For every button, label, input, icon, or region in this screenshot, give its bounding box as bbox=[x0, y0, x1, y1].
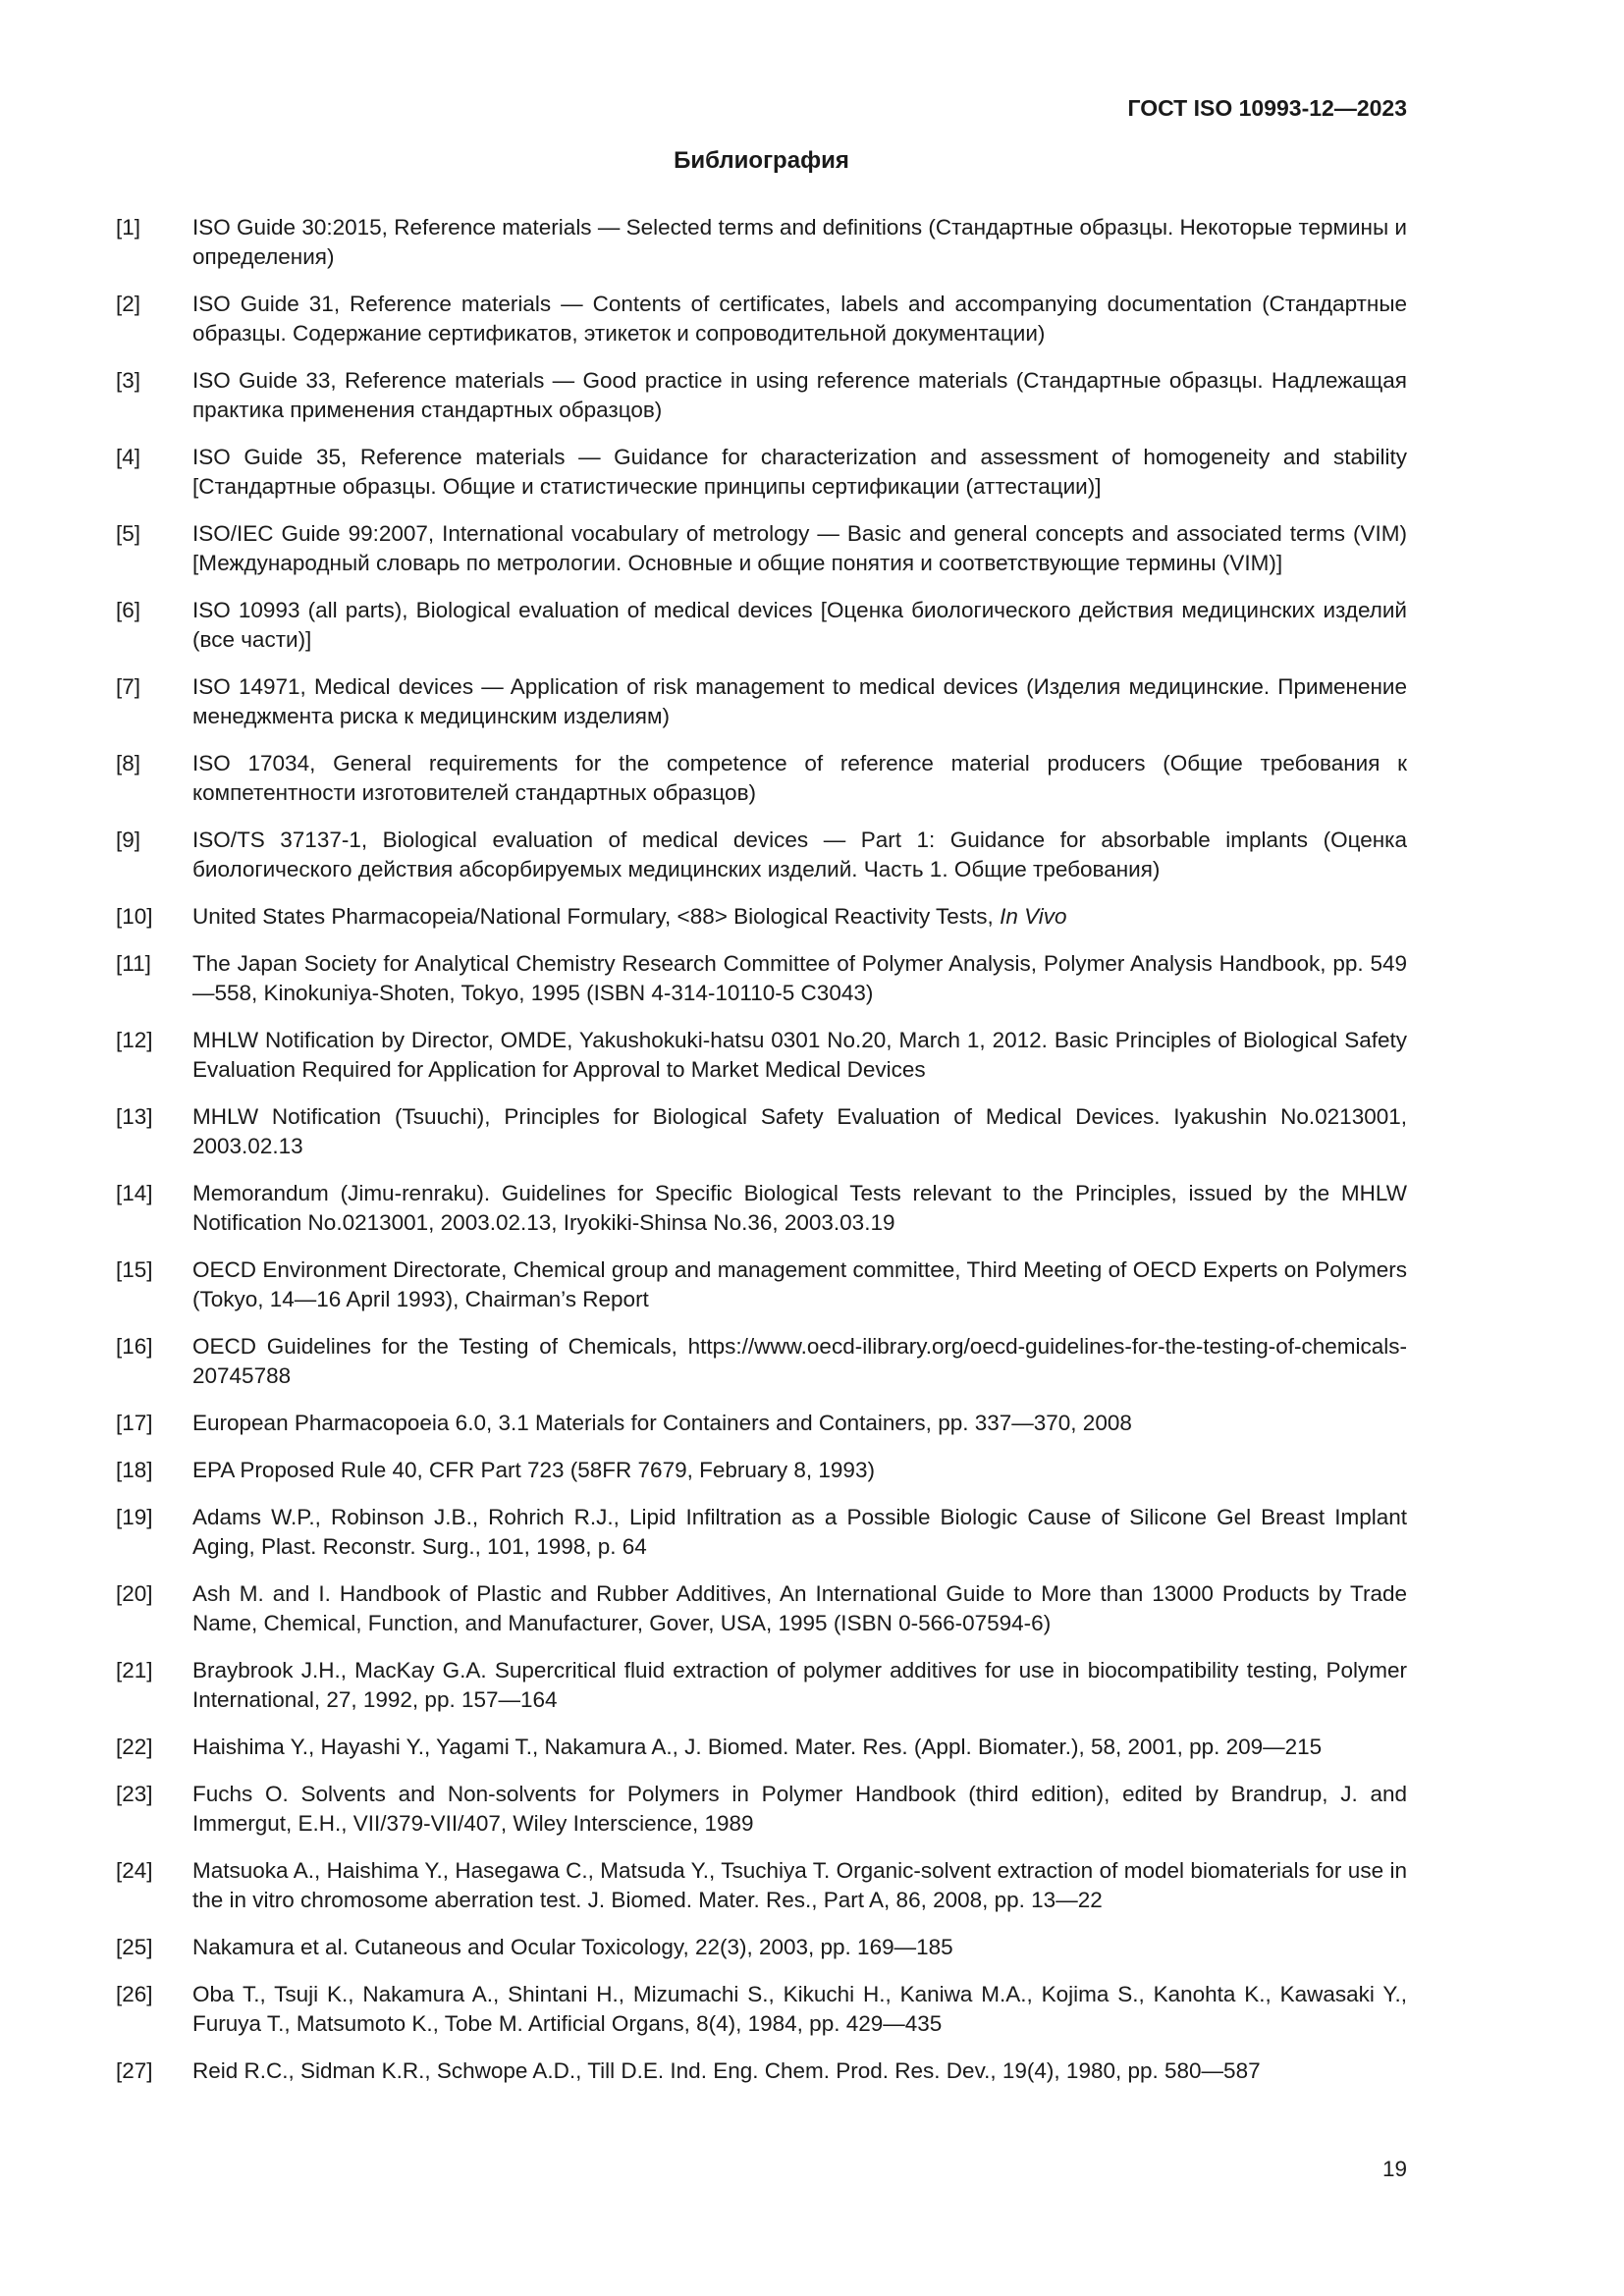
reference-item bbox=[116, 1780, 1407, 1839]
reference-text: Matsuoka A., Haishima Y., Hasegawa C., Matsuda Y., Tsuchiya T. Organic-solvent extraction of model biomaterials for use in the in vitro chromosome aberration test. J. Biomed. Mater. Res., Part A, 86, 2008, pp. 13—22 bbox=[192, 1858, 1407, 1912]
reference-text: ISO Guide 35, Reference materials — Guidance for characterization and assessment of homogeneity and stability [Стандартные образцы. Общие и статистические принципы сертификации (аттестации)] bbox=[192, 445, 1407, 499]
reference-item bbox=[116, 1656, 1407, 1715]
reference-number: [8] bbox=[116, 751, 141, 775]
reference-number: [27] bbox=[116, 2058, 153, 2083]
reference-text: European Pharmacopoeia 6.0, 3.1 Materials for Containers and Containers, pp. 337—370, 2008 bbox=[192, 1411, 1132, 1435]
reference-item bbox=[116, 1409, 1407, 1438]
page-content bbox=[116, 94, 1407, 2104]
reference-item bbox=[116, 366, 1407, 425]
reference-item bbox=[116, 1579, 1407, 1638]
reference-text: ISO 17034, General requirements for the competence of reference material producers (Общие требования к компетентности изготовителей стандартных образцов) bbox=[192, 751, 1407, 805]
reference-text: Ash M. and I. Handbook of Plastic and Rubber Additives, An International Guide to More than 13000 Products by Trade Name, Chemical, Function, and Manufacturer, Gover, USA, 1995 (ISBN 0-566-07594-6) bbox=[192, 1581, 1407, 1635]
references-list bbox=[116, 213, 1407, 2086]
reference-text: OECD Guidelines for the Testing of Chemicals, https://www.oecd-ilibrary.org/oecd-guidelines-for-the-testing-of-chemicals-20745788 bbox=[192, 1334, 1407, 1388]
reference-number: [10] bbox=[116, 904, 153, 929]
reference-number: [3] bbox=[116, 368, 141, 393]
reference-number: [12] bbox=[116, 1028, 153, 1052]
reference-item bbox=[116, 1733, 1407, 1762]
reference-text: Memorandum (Jimu-renraku). Guidelines for Specific Biological Tests relevant to the Principles, issued by the MHLW Notification No.0213001, 2003.02.13, Iryokiki-Shinsa No.36, 2003.03.19 bbox=[192, 1181, 1407, 1235]
reference-item bbox=[116, 213, 1407, 272]
reference-number: [13] bbox=[116, 1104, 153, 1129]
reference-number: [20] bbox=[116, 1581, 153, 1606]
reference-text: ISO 10993 (all parts), Biological evaluation of medical devices [Оценка биологического действия медицинских изделий (все части)] bbox=[192, 598, 1407, 652]
reference-item bbox=[116, 826, 1407, 884]
reference-item bbox=[116, 519, 1407, 578]
reference-item bbox=[116, 1933, 1407, 1962]
reference-item bbox=[116, 443, 1407, 502]
reference-number: [18] bbox=[116, 1458, 153, 1482]
reference-item bbox=[116, 290, 1407, 348]
reference-text: Oba T., Tsuji K., Nakamura A., Shintani H., Mizumachi S., Kikuchi H., Kaniwa M.A., Kojima S., Kanohta K., Kawasaki Y., Furuya T., Matsumoto K., Tobe M. Artificial Organs, 8(4), 1984, pp. 429—435 bbox=[192, 1982, 1407, 2036]
reference-text: ISO/TS 37137-1, Biological evaluation of medical devices — Part 1: Guidance for absorbable implants (Оценка биологического действия абсорбируемых медицинских изделий. Часть 1. Общие требования) bbox=[192, 828, 1407, 881]
reference-italic-text: In Vivo bbox=[1000, 904, 1067, 929]
reference-text: Adams W.P., Robinson J.B., Rohrich R.J., Lipid Infiltration as a Possible Biologic Cause of Silicone Gel Breast Implant Aging, Plast. Reconstr. Surg., 101, 1998, p. 64 bbox=[192, 1505, 1407, 1559]
reference-item bbox=[116, 1456, 1407, 1485]
reference-text: Fuchs O. Solvents and Non-solvents for Polymers in Polymer Handbook (third edition), edited by Brandrup, J. and Immergut, E.H., VII/379-VII/407, Wiley Interscience, 1989 bbox=[192, 1782, 1407, 1836]
reference-number: [14] bbox=[116, 1181, 153, 1205]
reference-number: [1] bbox=[116, 215, 141, 240]
reference-number: [21] bbox=[116, 1658, 153, 1682]
document-header bbox=[116, 94, 1407, 122]
reference-number: [5] bbox=[116, 521, 141, 546]
reference-text: ISO 14971, Medical devices — Application of risk management to medical devices (Изделия медицинские. Применение менеджмента риска к медицинским изделиям) bbox=[192, 674, 1407, 728]
reference-number: [9] bbox=[116, 828, 141, 852]
reference-item bbox=[116, 949, 1407, 1008]
reference-text: The Japan Society for Analytical Chemistry Research Committee of Polymer Analysis, Polymer Analysis Handbook, pp. 549—558, Kinokuniya-Shoten, Tokyo, 1995 (ISBN 4-314-10110-5 C3043) bbox=[192, 951, 1407, 1005]
reference-number: [15] bbox=[116, 1257, 153, 1282]
reference-number: [4] bbox=[116, 445, 141, 469]
reference-item bbox=[116, 2056, 1407, 2086]
reference-item bbox=[116, 1332, 1407, 1391]
reference-number: [7] bbox=[116, 674, 141, 699]
reference-text: ISO Guide 31, Reference materials — Contents of certificates, labels and accompanying documentation (Стандартные образцы. Содержание сертификатов, этикеток и сопроводительной документации) bbox=[192, 292, 1407, 346]
reference-item bbox=[116, 596, 1407, 655]
reference-text: Haishima Y., Hayashi Y., Yagami T., Nakamura A., J. Biomed. Mater. Res. (Appl. Biomater.), 58, 2001, pp. 209—215 bbox=[192, 1735, 1323, 1759]
reference-item bbox=[116, 1102, 1407, 1161]
page-title: Библиография bbox=[674, 147, 849, 174]
reference-number: [26] bbox=[116, 1982, 153, 2006]
reference-number: [11] bbox=[116, 951, 151, 976]
reference-number: [2] bbox=[116, 292, 141, 316]
reference-item bbox=[116, 1179, 1407, 1238]
reference-number: [22] bbox=[116, 1735, 153, 1759]
reference-text: ISO Guide 30:2015, Reference materials — Selected terms and definitions (Стандартные образцы. Некоторые термины и определения) bbox=[192, 215, 1407, 269]
reference-number: [6] bbox=[116, 598, 141, 622]
reference-text: OECD Environment Directorate, Chemical group and management committee, Third Meeting of OECD Experts on Polymers (Tokyo, 14—16 April 1993), Chairman’s Report bbox=[192, 1257, 1407, 1311]
reference-text: EPA Proposed Rule 40, CFR Part 723 (58FR 7679, February 8, 1993) bbox=[192, 1458, 875, 1482]
reference-item bbox=[116, 672, 1407, 731]
reference-number: [24] bbox=[116, 1858, 153, 1883]
reference-number: [16] bbox=[116, 1334, 153, 1359]
standard-designation: ГОСТ ISO 10993-12—2023 bbox=[1127, 95, 1407, 121]
reference-text: MHLW Notification by Director, OMDE, Yakushokuki-hatsu 0301 No.20, March 1, 2012. Basic Principles of Biological Safety Evaluation Required for Application for Approval to Market Medical Devices bbox=[192, 1028, 1407, 1082]
reference-text: Reid R.C., Sidman K.R., Schwope A.D., Till D.E. Ind. Eng. Chem. Prod. Res. Dev., 19(4), 1980, pp. 580—587 bbox=[192, 2058, 1261, 2083]
reference-item bbox=[116, 902, 1407, 932]
page-number: 19 bbox=[1381, 2157, 1407, 2181]
reference-number: [19] bbox=[116, 1505, 153, 1529]
reference-item bbox=[116, 1503, 1407, 1562]
reference-item bbox=[116, 749, 1407, 808]
reference-number: [17] bbox=[116, 1411, 153, 1435]
reference-text: Braybrook J.H., MacKay G.A. Supercritical fluid extraction of polymer additives for use in biocompatibility testing, Polymer International, 27, 1992, pp. 157—164 bbox=[192, 1658, 1407, 1712]
reference-text: Nakamura et al. Cutaneous and Ocular Toxicology, 22(3), 2003, pp. 169—185 bbox=[192, 1935, 953, 1959]
reference-text: MHLW Notification (Tsuuchi), Principles for Biological Safety Evaluation of Medical Devices. Iyakushin No.0213001, 2003.02.13 bbox=[192, 1104, 1407, 1158]
reference-text: ISO Guide 33, Reference materials — Good practice in using reference materials (Стандартные образцы. Надлежащая практика применения стандартных образцов) bbox=[192, 368, 1407, 422]
reference-text: United States Pharmacopeia/National Formulary, <88> Biological Reactivity Tests, In Vivo bbox=[192, 904, 1067, 929]
reference-item bbox=[116, 1980, 1407, 2039]
reference-item bbox=[116, 1856, 1407, 1915]
reference-text: ISO/IEC Guide 99:2007, International vocabulary of metrology — Basic and general concepts and associated terms (VIM) [Международный словарь по метрологии. Основные и общие понятия и соответствующие термины (VIM)] bbox=[192, 521, 1407, 575]
reference-number: [23] bbox=[116, 1782, 153, 1806]
reference-number: [25] bbox=[116, 1935, 153, 1959]
reference-item bbox=[116, 1255, 1407, 1314]
reference-item bbox=[116, 1026, 1407, 1085]
